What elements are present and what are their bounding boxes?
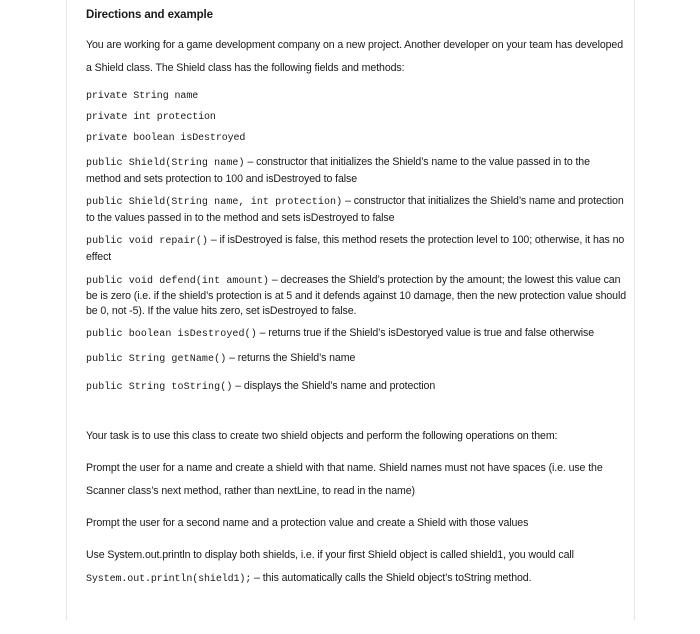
task-step-3-code: System.out.println(shield1); [86,574,252,586]
document-content [86,8,626,591]
method-description: – if isDestroyed is false, this method resets the protection level to 100; otherwise, it has no effect [86,234,625,263]
task-step-2: Prompt the user for a second name and a protection value and create a Shield with those values [86,517,529,530]
method-defend [86,273,626,319]
method-signature: public void repair() [86,236,209,248]
page-margin-line-left [66,0,67,620]
method-constructor-name-protection [86,194,626,225]
method-signature: public Shield(String name) [86,158,245,169]
method-repair [86,233,626,264]
method-get-name [86,351,626,368]
method-signature: public String toString() [86,381,233,393]
field-name: private String name [86,91,199,102]
method-constructor-name [86,155,626,186]
spacer [86,403,626,425]
method-to-string [86,379,626,396]
method-description: – decreases the Shield’s protection by the amount; the lowest this value can be is zero (i.e. if the shield’s protection is at 5 and it defends against 10 damage, then the new protection value should be 0, not -5). If the value hits zero, set isDestroyed to false. [86,273,627,317]
method-description: – returns true if the Shield’s isDestoryed value is true and false otherwise [256,327,594,340]
field-protection: private int protection [86,112,216,123]
method-signature: public String getName() [86,353,227,365]
method-description: – displays the Shield’s name and protection [232,379,436,392]
method-is-destroyed [86,326,626,343]
task-step-3 [86,544,626,591]
method-signature: public Shield(String name, int protection) [86,197,343,209]
page-margin-line-right [634,0,635,620]
task-step-3-tail: – this automatically calls the Shield object’s toString method. [251,572,532,585]
task-intro: Your task is to use this class to create two shield objects and perform the following operations on them: [86,430,558,443]
task-step-1: Prompt the user for a name and create a shield with that name. Shield names must not have spaces (i.e. use the Scanner class’s next method, rather than nextLine, to read in the name) [86,462,603,498]
task-step-3-text: Use System.out.println to display both shields, i.e. if your first Shield object is called shield1, you would call [86,549,574,562]
method-signature: public boolean isDestroyed() [86,329,257,341]
method-description: – constructor that initializes the Shield’s name and protection to the values passed in to the method and sets isDestroyed to false [86,195,624,224]
method-signature: public void defend(int amount) [86,275,270,287]
intro-paragraph: You are working for a game development company on a new project. Another developer on your team has developed a Shield class. The Shield class has the following fields and methods: [86,39,623,74]
method-description: – returns the Shield’s name [226,351,356,364]
section-heading: Directions and example [86,9,213,21]
method-description: – constructor that initializes the Shield’s name to the value passed in to the method and sets protection to 100 and isDestroyed to false [86,156,590,185]
field-is-destroyed: private boolean isDestroyed [86,133,246,144]
